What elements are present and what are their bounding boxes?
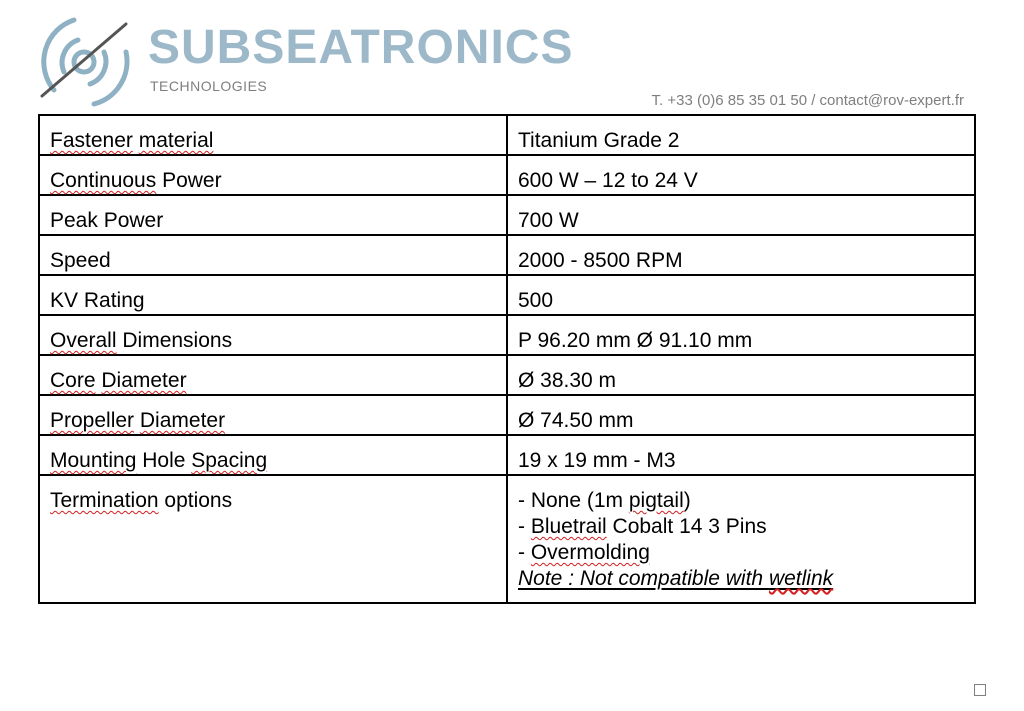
table-row [39,235,975,275]
spec-value: Ø 74.50 mm [518,409,634,432]
label-word-options: options [158,489,233,512]
spec-label-part: Continuous [50,169,157,192]
spec-value: 500 [518,289,554,312]
spec-value-cell[interactable] [507,195,975,235]
spec-value: Ø 38.30 m [518,369,617,392]
spec-value: 19 x 19 mm - M3 [518,449,676,472]
spec-table-body [39,115,975,603]
table-row [39,315,975,355]
option-1-close: ) [683,489,691,512]
spec-label-part: Diameter [139,409,226,432]
brand-subtitle: TECHNOLOGIES [150,78,268,94]
propeller-logo-icon [34,12,134,112]
spec-value-cell[interactable] [507,395,975,435]
spec-label-cell[interactable] [39,195,507,235]
option-3-marked: Overmolding [530,541,650,564]
contact-info: T. +33 (0)6 85 35 01 50 / contact@rov-expert.fr [651,92,964,109]
table-row [39,355,975,395]
termination-value-cell[interactable] [507,475,975,603]
option-3-dash: - [518,541,531,564]
spec-label-cell[interactable] [39,395,507,435]
spec-label-part: Power [156,169,222,192]
spec-label-part: Diameter [101,369,187,392]
option-1-marked: pigtail [628,489,684,512]
option-2-dash: - [518,515,531,538]
spec-label-part: Peak Power [50,209,164,232]
document-header [0,0,1024,112]
spec-value-cell[interactable] [507,355,975,395]
spec-value-cell[interactable] [507,435,975,475]
spec-label-part: Fastener [50,129,133,152]
spec-value: Titanium Grade 2 [518,129,680,152]
note-marked: wetlink [768,567,834,590]
option-1-text: - None (1m [518,489,629,512]
spec-label-cell[interactable] [39,235,507,275]
table-row-termination [39,475,975,603]
spec-label-cell[interactable] [39,115,507,155]
spec-value-cell[interactable] [507,115,975,155]
spec-label-part: Hole [136,449,192,472]
spec-label-cell[interactable] [39,315,507,355]
spec-label-cell[interactable] [39,275,507,315]
table-row [39,155,975,195]
spec-value: P 96.20 mm Ø 91.10 mm [518,329,753,352]
table-row [39,195,975,235]
spec-label-part: Overall [50,329,117,352]
spec-label-part: Speed [50,249,111,272]
spec-value-cell[interactable] [507,155,975,195]
spec-label-cell[interactable] [39,155,507,195]
spec-label-part: Propeller [50,409,135,432]
spec-label-part: Mounting [50,449,137,472]
spec-label-part: material [138,129,214,152]
brand-name: SUBSEATRONICS [148,21,574,74]
table-row [39,115,975,155]
termination-option-3 [518,540,964,566]
spec-value: 700 W [518,209,579,232]
table-row [39,435,975,475]
spec-value: 2000 - 8500 RPM [518,249,683,272]
table-row [39,275,975,315]
spec-label-cell[interactable] [39,355,507,395]
spec-table [38,114,976,604]
spec-label-part: Core [50,369,96,392]
spec-label-part: KV Rating [50,289,145,312]
option-2-marked: Bluetrail [530,515,607,538]
termination-label-cell[interactable] [39,475,507,603]
spec-value-cell[interactable] [507,315,975,355]
termination-option-2 [518,514,964,540]
table-resize-handle[interactable] [974,684,986,696]
termination-option-1 [518,488,964,514]
note-text: Note : Not compatible with [518,567,769,590]
spec-value-cell[interactable] [507,235,975,275]
option-2-text: Cobalt 14 3 Pins [606,515,767,538]
spec-label-part: Spacing [191,449,268,472]
table-row [39,395,975,435]
spec-label-cell[interactable] [39,435,507,475]
spec-value-cell[interactable] [507,275,975,315]
spec-label-part: Dimensions [116,329,233,352]
termination-note [518,566,964,592]
label-word-termination: Termination [50,489,159,512]
spec-value: 600 W – 12 to 24 V [518,169,698,192]
